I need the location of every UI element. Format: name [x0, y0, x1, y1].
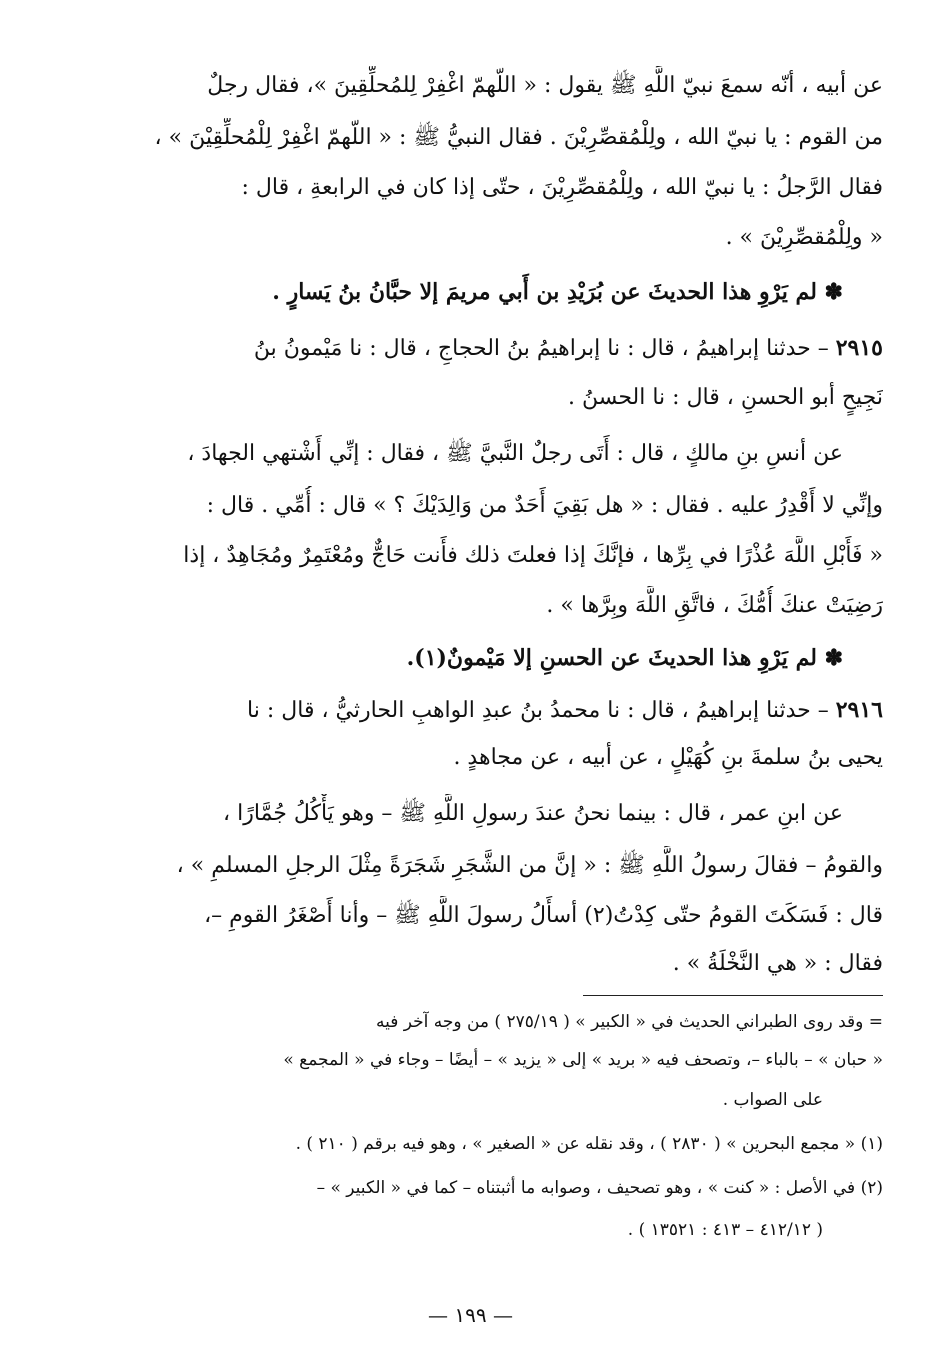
- hadith-isnad-line: [48, 328, 883, 369]
- text-line: والقومُ – فقالَ رسولُ اللَّهِ ﷺ : « إنَّ من الشَّجَرِ شَجَرَةً مِثْلَ الرجلِ المسلمِ » ،: [176, 853, 883, 878]
- isnad-text: – حدثنا إبراهيمُ ، قال : نا محمدُ بنُ عبدِ الواهبِ الحارثيُّ ، قال : نا: [247, 698, 829, 723]
- text-line: عن ابنِ عمر ، قال : بينما نحنُ عندَ رسولِ اللَّهِ ﷺ – وهو يَأْكُلُ جُمَّارًا ،: [223, 801, 843, 826]
- page-number: — ١٩٩ —: [428, 1303, 513, 1327]
- hadith-number: ٢٩١٦: [835, 697, 883, 723]
- narration-note: ✽ لم يَرْوِ هذا الحديثَ عن الحسنِ إلا مَيْمونٌ(١).: [406, 645, 843, 671]
- text-line: « ولِلْمُقصِّرِيْنَ » .: [725, 225, 883, 250]
- hadith-isnad-line: [48, 690, 883, 731]
- text-line: وإنِّي لا أَقْدِرُ عليه . فقال : « هل بَقِيَ أَحَدٌ من وَالِدَيْكَ ؟ » قال : أُمِّي . قال :: [206, 493, 883, 518]
- isnad-text: – حدثنا إبراهيمُ ، قال : نا إبراهيمُ بنُ الحجاجِ ، قال : نا مَيْمونُ بنُ: [253, 336, 829, 361]
- footnote-line: = وقد روى الطبراني الحديث في « الكبير » ( ٢٧٥/١٩ ) من وجه آخر فيه: [375, 1012, 883, 1032]
- footnote-2: (٢) في الأصل : « كنت » ، وهو تصحيف ، وصوابه ما أثبتناه – كما في « الكبير » –: [316, 1178, 883, 1198]
- text-line: قال : فَسَكَتَ القومُ حتّى كِدْتُ(٢) أسأَلُ رسولَ اللَّهِ ﷺ – وأنا أَصْغَرُ القومِ –،: [204, 903, 883, 928]
- text-line: رَضِيَتْ عنكَ أُمُّكَ ، فاتَّقِ اللَّهَ وبِرَّها » .: [546, 593, 883, 618]
- footnote-separator: [583, 995, 883, 996]
- narration-note: ✽ لم يَرْوِ هذا الحديثَ عن بُرَيْدِ بن أَبي مريمَ إلا حبَّانُ بنُ يَسارٍ .: [272, 279, 843, 305]
- text-line: من القوم : يا نبيّ الله ، ولِلْمُقصِّرِيْنَ . فقال النبيُّ ﷺ : « اللّهمّ اغْفِرْ لِلْمُحلِّقِيْنَ » ،: [154, 125, 883, 150]
- text-line: يحيى بنُ سلمةَ بنِ كُهَيْلٍ ، عن أبيه ، عن مجاهدٍ .: [453, 745, 883, 770]
- text-line: عن أبيه ، أنّه سمعَ نبيّ اللَّهِ ﷺ يقول : « اللّهمّ اغْفِرْ لِلمُحلِّقِينَ »، فقال رجلٌ: [207, 73, 883, 98]
- footnote-line: « حبان » – بالباء –، وتصحف فيه « بريد » إلى « يزيد » – أيضًا – وجاء في « المجمع »: [283, 1050, 883, 1070]
- text-line: فقال الرَّجلُ : يا نبيّ الله ، ولِلْمُقصِّرِيْنَ ، حتّى إذا كان في الرابعةِ ، قال :: [241, 175, 883, 200]
- text-line: « فَأَبْلِ اللَّهَ عُذْرًا في بِرِّها ، فإنَّكَ إذا فعلتَ ذلك فأَنت حَاجٌّ ومُعْتَمِرٌ ومُجَاهِدٌ ، إذا: [183, 543, 883, 568]
- footnote-line: ( ٤١٢/١٢ – ٤١٣ : ١٣٥٢١ ) .: [627, 1220, 823, 1240]
- footnote-1: (١) « مجمع البحرين » ( ٢٨٣٠ ) ، وقد نقله عن « الصغير » ، وهو فيه برقم ( ٢١٠ ) .: [295, 1134, 883, 1154]
- footnote-line: على الصواب .: [722, 1090, 823, 1110]
- text-line: فقال : « هي النَّخْلَةُ » .: [672, 951, 883, 976]
- text-line: نَجِيحٍ أبو الحسنِ ، قال : نا الحسنُ .: [567, 385, 883, 410]
- hadith-number: ٢٩١٥: [835, 335, 883, 361]
- text-line: عن أنسِ بنِ مالكٍ ، قال : أَتَى رجلٌ النَّبيَّ ﷺ ، فقال : إنِّي أَشْتهي الجهادَ ،: [187, 441, 843, 466]
